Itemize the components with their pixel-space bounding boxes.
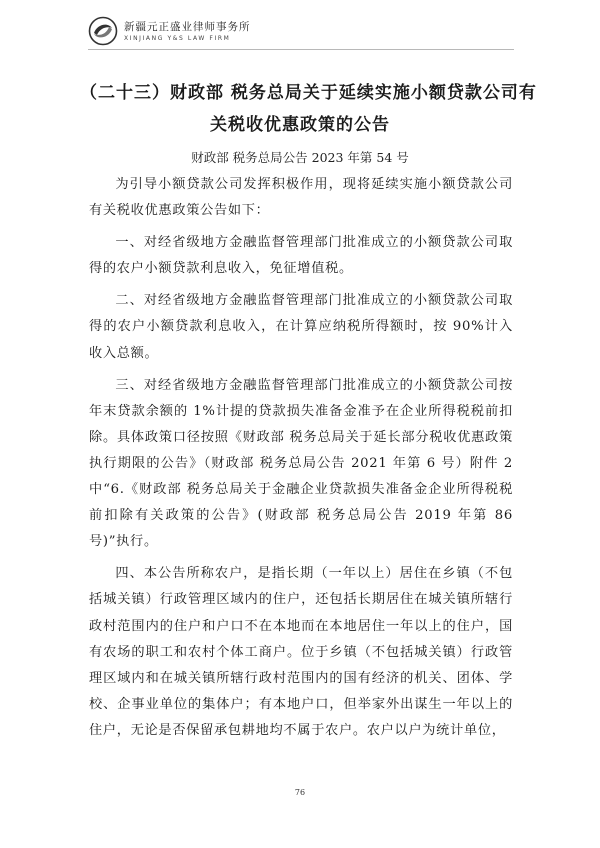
firm-logo-icon [88, 16, 118, 46]
header-divider [88, 49, 514, 50]
paragraph-item-4: 四、本公告所称农户，是指长期（一年以上）居住在乡镇（不包括城关镇）行政管理区域内的住户，还包括长期居住在城关镇所辖行政村范围内的住户和户口不在本地而在本地居住一年以上的住户，国有农场的职工和农村个体工商户。位于乡镇（不包括城关镇）行政管理区域内和在城关镇所辖行政村范围内的国有经济的机关、团体、学校、企事业单位的集体户；有本地户口，但举家外出谋生一年以上的住户，无论是否保留承包耕地均不属于农户。农户以户为统计单位， [89, 566, 513, 738]
paragraph-item-3: 三、对经省级地方金融监督管理部门批准成立的小额贷款公司按年末贷款余额的 1%计提的贷款损失准备金准予在企业所得税税前扣除。具体政策口径按照《财政部 税务总局关于延长部分税收优惠政策执行期限的公告》（财政部 税务总局公告 2021 年第 6 号）附件 2 中“6.《财政部 税务总局关于金融企业贷款损失准备金企业所得税税前扣除有关政策的公告》(财政部 税务总局公告 2019 年第 86 号)”执行。 [89, 377, 513, 550]
document-number: 财政部 税务总局公告 2023 年第 54 号 [191, 150, 409, 165]
paragraph-intro: 为引导小额贷款公司发挥积极作用，现将延续实施小额贷款公司有关税收优惠政策公告如下： [89, 177, 513, 219]
paragraph-item-2: 二、对经省级地方金融监督管理部门批准成立的小额贷款公司取得的农户小额贷款利息收入，在计算应纳税所得额时，按 90%计入收入总额。 [89, 293, 513, 361]
firm-name-en: XINJIANG Y&S LAW FIRM [124, 35, 231, 42]
page-header [88, 14, 388, 48]
page-number: 76 [294, 788, 306, 797]
document-title-line-2: 关税收优惠政策的公告 [210, 115, 390, 135]
document-body [89, 172, 513, 750]
firm-name-cn: 新疆元正盛业律师事务所 [124, 21, 251, 33]
document-title-line-1: （二十三）财政部 税务总局关于延续实施小额贷款公司有 [80, 83, 537, 103]
paragraph-item-1: 一、对经省级地方金融监督管理部门批准成立的小额贷款公司取得的农户小额贷款利息收入，免征增值税。 [89, 235, 513, 277]
